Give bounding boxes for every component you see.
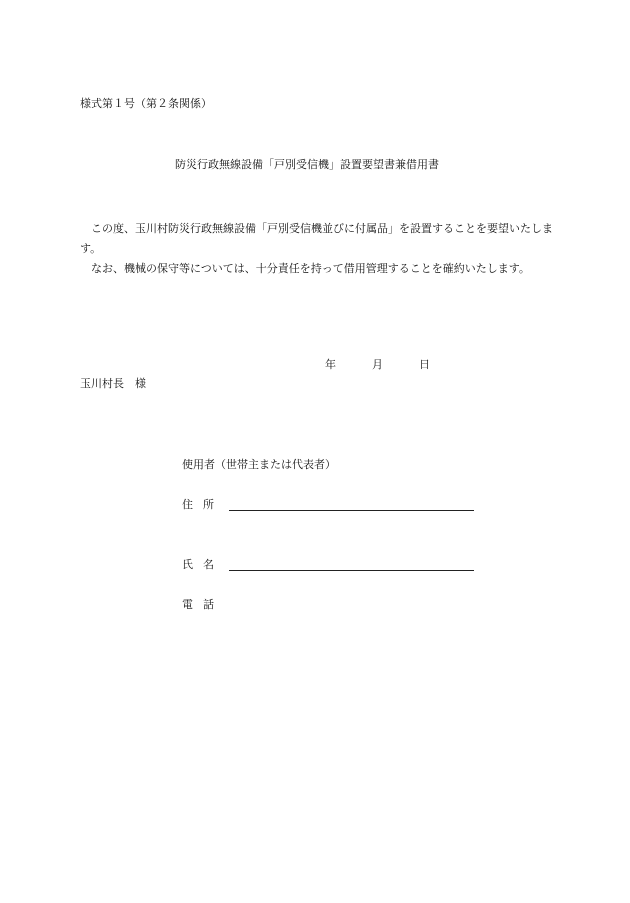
address-label: 住所 <box>182 498 224 511</box>
date-year-label: 年 <box>325 358 336 371</box>
body-paragraph-request: この度、玉川村防災行政無線設備「戸別受信機並びに付属品」を設置することを要望いたします。 <box>80 222 553 255</box>
name-label: 氏名 <box>182 558 224 571</box>
phone-label: 電話 <box>182 598 224 611</box>
document-title: 防災行政無線設備「戸別受信機」設置要望書兼借用書 <box>175 158 439 171</box>
user-label: 使用者（世帯主または代表者） <box>182 458 336 471</box>
date-month-label: 月 <box>372 358 383 371</box>
addressee: 玉川村長 様 <box>80 377 146 390</box>
address-field-line[interactable] <box>229 510 474 511</box>
form-number: 様式第１号（第２条関係） <box>80 97 212 110</box>
name-field-line[interactable] <box>229 570 474 571</box>
date-day-label: 日 <box>419 358 430 371</box>
body-paragraph-commitment: なお、機械の保守等については、十分責任を持って借用管理することを確約いたします。 <box>91 262 530 275</box>
